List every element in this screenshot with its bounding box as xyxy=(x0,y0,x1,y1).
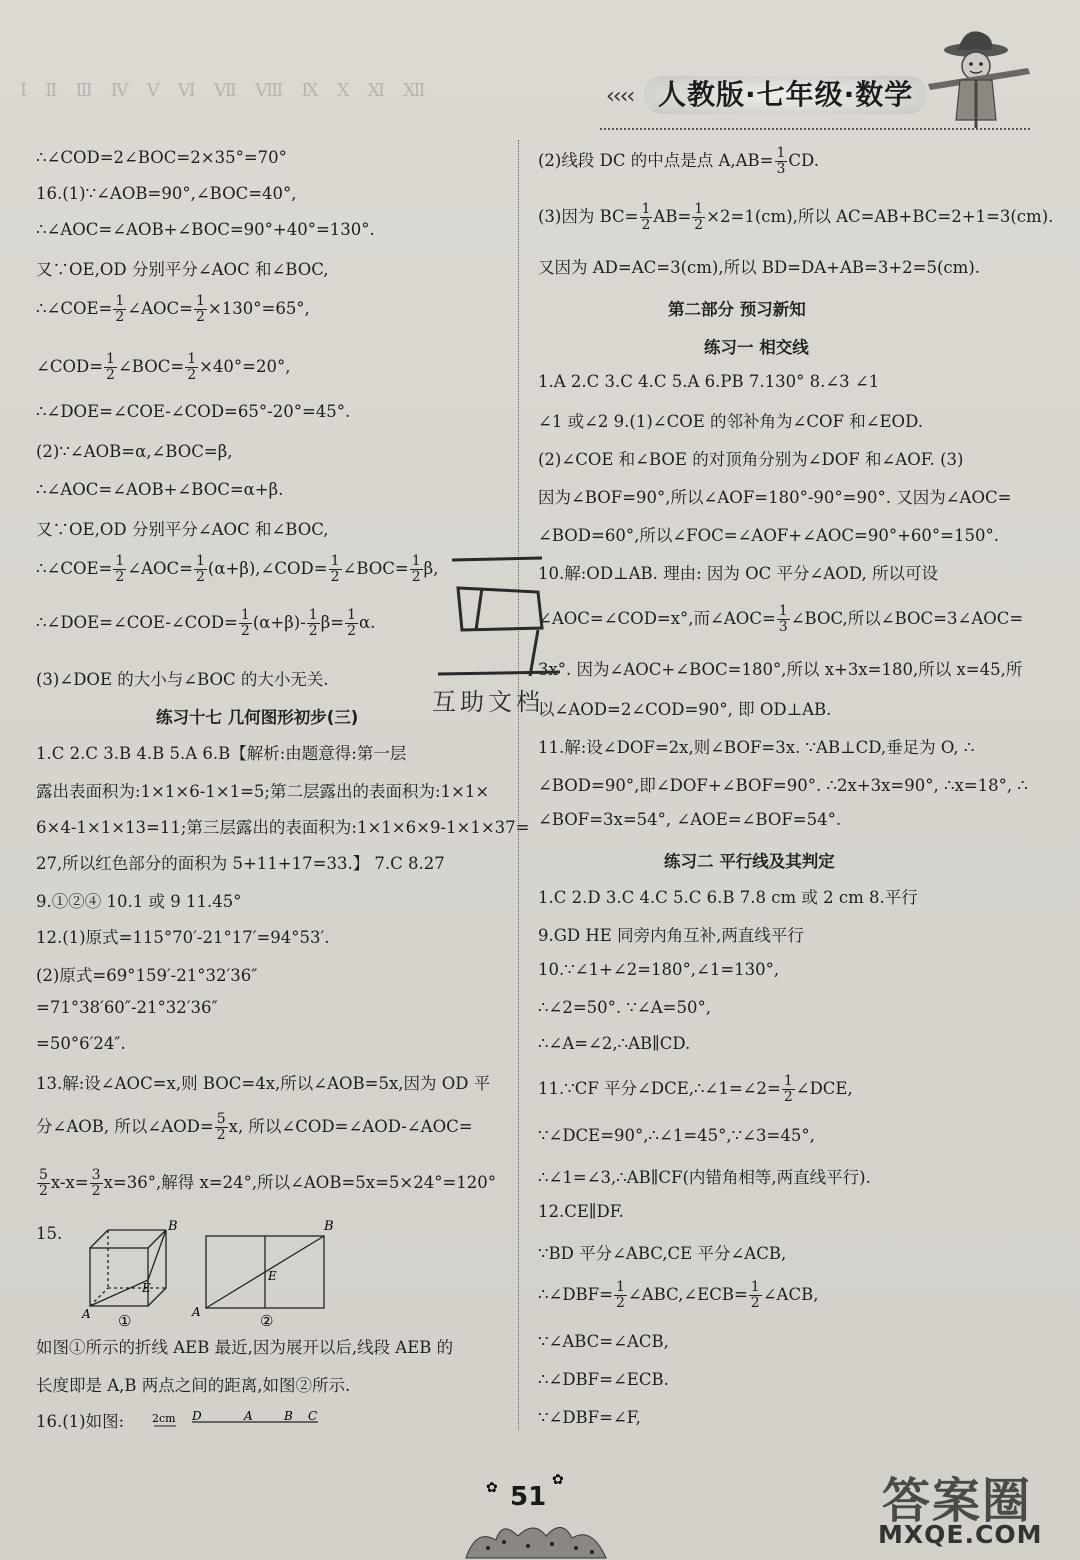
header-rule xyxy=(600,128,1030,132)
footer-logo: 答案圈 xyxy=(882,1473,1033,1529)
text-line: 11.解:设∠DOF=2x,则∠BOF=3x. ∵AB⊥CD,垂足为 O, ∴ xyxy=(538,738,975,757)
section-heading: 练习一 相交线 xyxy=(704,338,809,357)
scale-label: 2cm xyxy=(152,1412,176,1425)
text-line: 如图①所示的折线 AEB 最近,因为展开以后,线段 AEB 的 xyxy=(36,1338,454,1357)
fraction: $\frac{1}{2}$ xyxy=(187,351,197,383)
text-line: 又∵OE,OD 分别平分∠AOC 和∠BOC, xyxy=(36,520,329,539)
text-line: ∴∠2=50°. ∵∠A=50°, xyxy=(538,998,711,1017)
text-line: 1.C 2.D 3.C 4.C 5.C 6.B 7.8 cm 或 2 cm 8.平行 xyxy=(538,888,918,907)
text-line: ∠BOD=90°,即∠DOF+∠BOF=90°. ∴2x+3x=90°, ∴x=18°, ∴ xyxy=(538,776,1028,795)
text-line: 16.(1)∵∠AOB=90°,∠BOC=40°, xyxy=(36,184,297,203)
text-line: ∴∠1=∠3,∴AB∥CF(内错角相等,两直线平行). xyxy=(538,1168,871,1187)
formula-x: $\frac{5}{2}$ x-x= $\frac{3}{2}$ x=36°,解得 x=24°,所以∠AOB=5x=5×24°=120° xyxy=(39,1167,497,1199)
formula-cod: ∠COD= $\frac{1}{2}$ ∠BOC= $\frac{1}{2}$ ×40°=20°, xyxy=(36,351,291,383)
label-b2: B xyxy=(324,1219,334,1234)
header-marks: ‹‹‹‹ xyxy=(606,84,634,109)
formula-dbf: ∴∠DBF= $\frac{1}{2}$ ∠ABC,∠ECB= $\frac{1}{2}$ ∠ACB, xyxy=(538,1279,819,1311)
label-1: ① xyxy=(118,1312,132,1330)
text-line: (2)原式=69°159′-21°32′36″ xyxy=(36,966,258,985)
text-line: ∵BD 平分∠ABC,CE 平分∠ACB, xyxy=(538,1244,787,1263)
svg-text:✿: ✿ xyxy=(486,1480,498,1496)
fraction: $\frac{5}{2}$ xyxy=(39,1167,48,1199)
scarecrow-icon xyxy=(918,28,1048,128)
text-line: =71°38′60″-21°32′36″ xyxy=(36,998,218,1017)
text-line: 以∠AOD=2∠COD=90°, 即 OD⊥AB. xyxy=(538,700,832,719)
text-line: 27,所以红色部分的面积为 5+11+17=33.】 7.C 8.27 xyxy=(36,854,445,873)
label-b1: B xyxy=(168,1219,178,1234)
text-line: ∵∠DBF=∠F, xyxy=(538,1408,641,1427)
text-line: 又因为 AD=AC=3(cm),所以 BD=DA+AB=3+2=5(cm). xyxy=(538,258,980,277)
faint-bleed-through: ⅠⅡⅢⅣⅤⅥⅦⅧⅨⅩⅪⅫ xyxy=(20,80,444,101)
text-line: 1.C 2.C 3.B 4.B 5.A 6.B【解析:由题意得:第一层 xyxy=(36,744,407,763)
text-line: 露出表面积为:1×1×6-1×1=5;第二层露出的表面积为:1×1× xyxy=(36,782,490,801)
formula-coe-ab: ∴∠COE= $\frac{1}{2}$ ∠AOC= $\frac{1}{2}$ (α+β),∠COD= $\frac{1}{2}$ ∠BOC= $\frac{1}{2}$ β, xyxy=(36,553,439,585)
text-line: 13.解:设∠AOC=x,则 BOC=4x,所以∠AOB=5x,因为 OD 平 xyxy=(36,1074,491,1093)
text-line: ∴∠DBF=∠ECB. xyxy=(538,1370,669,1389)
header-title: 人教版·七年级·数学 xyxy=(644,76,927,114)
text-line: =50°6′24″. xyxy=(36,1034,126,1053)
section-heading: 练习十七 几何图形初步(三) xyxy=(156,708,359,727)
fraction: $\frac{1}{2}$ xyxy=(615,1279,625,1311)
formula-coe: ∴∠COE= $\frac{1}{2}$ ∠AOC= $\frac{1}{2}$ ×130°=65°, xyxy=(36,293,310,325)
text-line: (2)∠COE 和∠BOE 的对顶角分别为∠DOF 和∠AOF. (3) xyxy=(538,450,964,469)
text-line: ∴∠A=∠2,∴AB∥CD. xyxy=(538,1034,691,1053)
formula-ab-cd: (2)线段 DC 的中点是点 A,AB= $\frac{1}{3}$ CD. xyxy=(538,145,819,177)
fraction: $\frac{1}{2}$ xyxy=(115,553,125,585)
formula-aoc: ∠AOC=∠COD=x°,而∠AOC= $\frac{1}{3}$ ∠BOC,所以∠BOC=3∠AOC= xyxy=(538,603,1024,635)
label-e1: E xyxy=(142,1281,151,1295)
column-divider xyxy=(518,140,519,1430)
formula-aod: 分∠AOB, 所以∠AOD= $\frac{5}{2}$ x, 所以∠COD=∠AOD-∠AOC= xyxy=(36,1111,473,1143)
fraction: $\frac{1}{2}$ xyxy=(240,607,250,639)
text-line: 12.(1)原式=115°70′-21°17′=94°53′. xyxy=(36,928,330,947)
text-line: 10.解:OD⊥AB. 理由: 因为 OC 平分∠AOD, 所以可设 xyxy=(538,564,938,583)
fraction: $\frac{1}{2}$ xyxy=(330,553,340,585)
text-line: 10.∵∠1+∠2=180°,∠1=130°, xyxy=(538,960,780,979)
text-line: 3x°. 因为∠AOC+∠BOC=180°,所以 x+3x=180,所以 x=45,所 xyxy=(538,660,1023,679)
point-a: A xyxy=(244,1409,253,1423)
text-line: ∴∠DOE=∠COE-∠COD=65°-20°=45°. xyxy=(36,402,351,421)
point-c: C xyxy=(308,1409,318,1423)
text-line: 又∵OE,OD 分别平分∠AOC 和∠BOC, xyxy=(36,260,329,279)
fraction: $\frac{1}{2}$ xyxy=(783,1073,793,1105)
figure-15 xyxy=(80,1218,340,1330)
text-line: ∵∠ABC=∠ACB, xyxy=(538,1332,669,1351)
text-line: 12.CE∥DF. xyxy=(538,1202,624,1221)
figure-16 xyxy=(152,1404,332,1432)
formula-dce: 11.∵CF 平分∠DCE,∴∠1=∠2= $\frac{1}{2}$ ∠DCE, xyxy=(538,1073,853,1105)
fraction: $\frac{1}{2}$ xyxy=(411,553,421,585)
text-line: ∠1 或∠2 9.(1)∠COE 的邻补角为∠COF 和∠EOD. xyxy=(538,412,923,431)
label-2: ② xyxy=(260,1312,274,1330)
text-line: 9.①②④ 10.1 或 9 11.45° xyxy=(36,892,242,911)
point-d: D xyxy=(192,1409,202,1423)
fraction: $\frac{5}{2}$ xyxy=(216,1111,226,1143)
text-line: (3)∠DOE 的大小与∠BOC 的大小无关. xyxy=(36,670,329,689)
page-number: 51 xyxy=(510,1482,547,1512)
label-e2: E xyxy=(268,1269,277,1283)
text-line: ∵∠DCE=90°,∴∠1=45°,∵∠3=45°, xyxy=(538,1126,815,1145)
label-a2: A xyxy=(192,1305,201,1319)
text-line: ∴∠AOC=∠AOB+∠BOC=90°+40°=130°. xyxy=(36,220,375,239)
label-a1: A xyxy=(82,1307,91,1321)
fraction: $\frac{1}{3}$ xyxy=(776,145,786,177)
text-line: 长度即是 A,B 两点之间的距离,如图②所示. xyxy=(36,1376,351,1395)
fraction: $\frac{1}{2}$ xyxy=(750,1279,760,1311)
fraction: $\frac{1}{3}$ xyxy=(778,603,788,635)
fraction: $\frac{1}{2}$ xyxy=(347,607,356,639)
point-b: B xyxy=(284,1409,293,1423)
text-line: ∴∠COD=2∠BOC=2×35°=70° xyxy=(36,148,287,167)
right-column xyxy=(538,140,1058,1440)
watermark-text: 互助文档 xyxy=(432,688,544,716)
fraction: $\frac{1}{2}$ xyxy=(641,201,651,233)
section-heading: 第二部分 预习新知 xyxy=(668,300,806,319)
text-line: (2)∵∠AOB=α,∠BOC=β, xyxy=(36,442,233,461)
fraction: $\frac{1}{2}$ xyxy=(115,293,125,325)
text-line: ∠BOF=3x=54°, ∠AOE=∠BOF=54°. xyxy=(538,810,842,829)
text-line: 1.A 2.C 3.C 4.C 5.A 6.PB 7.130° 8.∠3 ∠1 xyxy=(538,372,880,391)
fraction: $\frac{1}{2}$ xyxy=(106,351,115,383)
fraction: $\frac{1}{2}$ xyxy=(196,293,205,325)
formula-bc: (3)因为 BC= $\frac{1}{2}$ AB= $\frac{1}{2}$ ×2=1(cm),所以 AC=AB+BC=2+1=3(cm). xyxy=(538,201,1054,233)
text-line: 9.GD HE 同旁内角互补,两直线平行 xyxy=(538,926,804,945)
formula-doe-ab: ∴∠DOE=∠COE-∠COD= $\frac{1}{2}$ (α+β)- $\frac{1}{2}$ β= $\frac{1}{2}$ α. xyxy=(36,607,376,639)
text-line: 因为∠BOF=90°,所以∠AOF=180°-90°=90°. 又因为∠AOC= xyxy=(538,488,1012,507)
fraction: $\frac{1}{2}$ xyxy=(694,201,704,233)
text-line: 6×4-1×1×13=11;第三层露出的表面积为:1×1×6×9-1×1×37= xyxy=(36,818,530,837)
fraction: $\frac{1}{2}$ xyxy=(196,553,205,585)
text-line: 16.(1)如图: xyxy=(36,1412,125,1431)
fraction: $\frac{3}{2}$ xyxy=(91,1167,101,1199)
text-line: 15. xyxy=(36,1224,63,1243)
text-line: ∴∠AOC=∠AOB+∠BOC=α+β. xyxy=(36,480,284,499)
text-line: ∠BOD=60°,所以∠FOC=∠AOF+∠AOC=90°+60°=150°. xyxy=(538,526,999,545)
fraction: $\frac{1}{2}$ xyxy=(308,607,318,639)
footer-url: MXQE.COM xyxy=(878,1520,1043,1549)
svg-text:✿: ✿ xyxy=(552,1472,564,1488)
section-heading: 练习二 平行线及其判定 xyxy=(664,852,835,871)
